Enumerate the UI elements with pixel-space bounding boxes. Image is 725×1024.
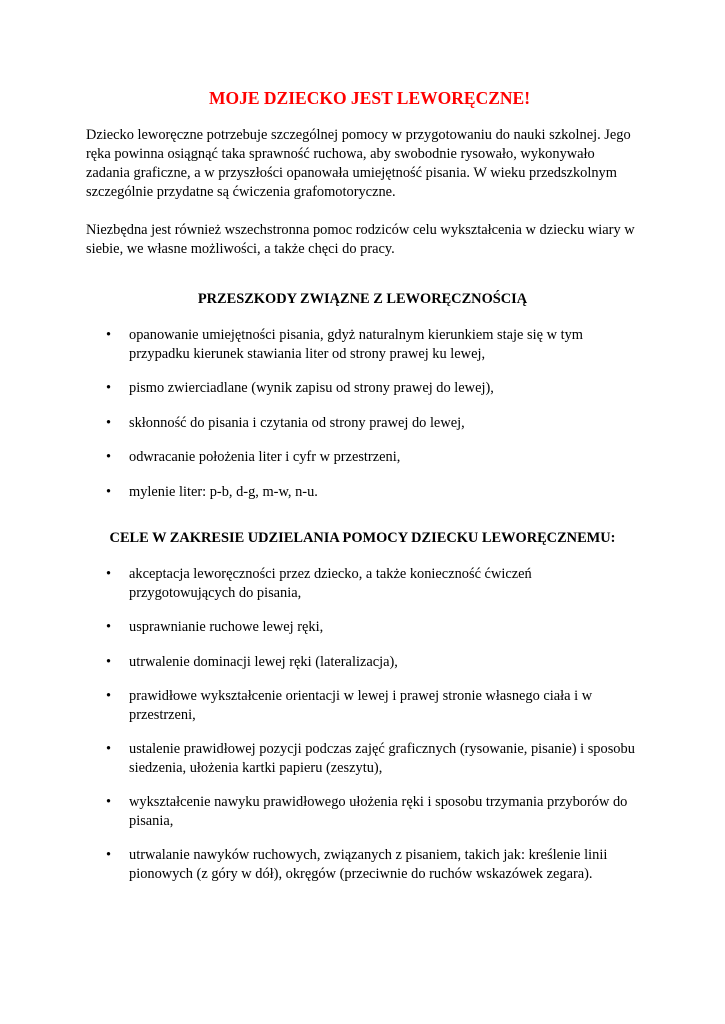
bullet-icon: • [106,327,112,343]
list-item [86,565,639,602]
list-item-text: usprawnianie ruchowe lewej ręki, [129,619,324,635]
list-item-text: mylenie liter: p-b, d-g, m-w, n-u. [129,483,318,500]
obstacles-heading: PRZESZKODY ZWIĄZNE Z LEWORĘCZNOŚCIĄ [197,291,528,307]
bullet-icon: • [106,483,112,500]
list-item-text: odwracanie położenia liter i cyfr w przestrzeni, [129,449,401,465]
list-item [86,326,639,363]
bullet-icon: • [106,688,112,704]
intro-paragraph-1: Dziecko leworęczne potrzebuje szczególnej pomocy w przygotowaniu do nauki szkolnej. Jego ręka powinna osiągnąć taka sprawność ruchowa, aby swobodnie rysowało, wykonywało zadania graficzne, a w przyszłości opanowała umiejętność pisania. W wieku przedszkolnym szczególnie przydatne są ćwiczenia grafomotoryczne. [86,127,631,200]
list-item [86,687,639,724]
bullet-icon: • [106,653,112,670]
bullet-icon: • [106,847,112,863]
list-item-text: prawidłowe wykształcenie orientacji w lewej i prawej stronie własnego ciała i w przestrzeni, [129,688,593,723]
list-item [86,653,639,672]
list-item-text: utrwalanie nawyków ruchowych, związanych z pisaniem, takich jak: kreślenie linii pionowych (z góry w dół), okręgów (przeciwnie do ruchów wskazówek zegara). [129,847,608,882]
intro-paragraph-2: Niezbędna jest również wszechstronna pomoc rodziców celu wykształcenia w dziecku wiary w siebie, we własne możliwości, a także chęci do pracy. [86,222,635,257]
goals-list [86,565,639,883]
bullet-icon: • [106,449,112,465]
list-item [86,414,639,433]
list-item-text: wykształcenie nawyku prawidłowego ułożenia ręki i sposobu trzymania przyborów do pisania, [129,794,628,829]
list-item-text: akceptacja leworęczności przez dziecko, a także konieczność ćwiczeń przygotowujących do pisania, [129,566,532,601]
list-item [86,740,639,777]
bullet-icon: • [106,619,112,635]
list-item [86,846,639,883]
list-item-text: opanowanie umiejętności pisania, gdyż naturalnym kierunkiem staje się w tym przypadku kierunek stawiania liter od strony prawej ku lewej, [129,327,583,362]
bullet-icon: • [106,566,112,582]
list-item-text: pismo zwierciadlane (wynik zapisu od strony prawej do lewej), [129,380,494,396]
obstacles-list [86,326,639,501]
list-item-text: ustalenie prawidłowej pozycji podczas zajęć graficznych (rysowanie, pisanie) i sposobu siedzenia, ułożenia kartki papieru (zeszytu), [129,741,635,776]
list-item-text: skłonność do pisania i czytania od strony prawej do lewej, [129,414,465,431]
list-item [86,793,639,830]
list-item [86,448,639,467]
document-title: MOJE DZIECKO JEST LEWORĘCZNE! [208,88,531,108]
list-item [86,379,639,398]
list-item-text: utrwalenie dominacji lewej ręki (lateralizacja), [129,653,398,670]
bullet-icon: • [106,741,112,757]
bullet-icon: • [106,794,112,810]
goals-heading: CELE W ZAKRESIE UDZIELANIA POMOCY DZIECKU LEWORĘCZNEMU: [109,530,616,546]
list-item [86,483,639,502]
bullet-icon: • [106,414,112,431]
list-item [86,618,639,637]
bullet-icon: • [106,380,112,396]
